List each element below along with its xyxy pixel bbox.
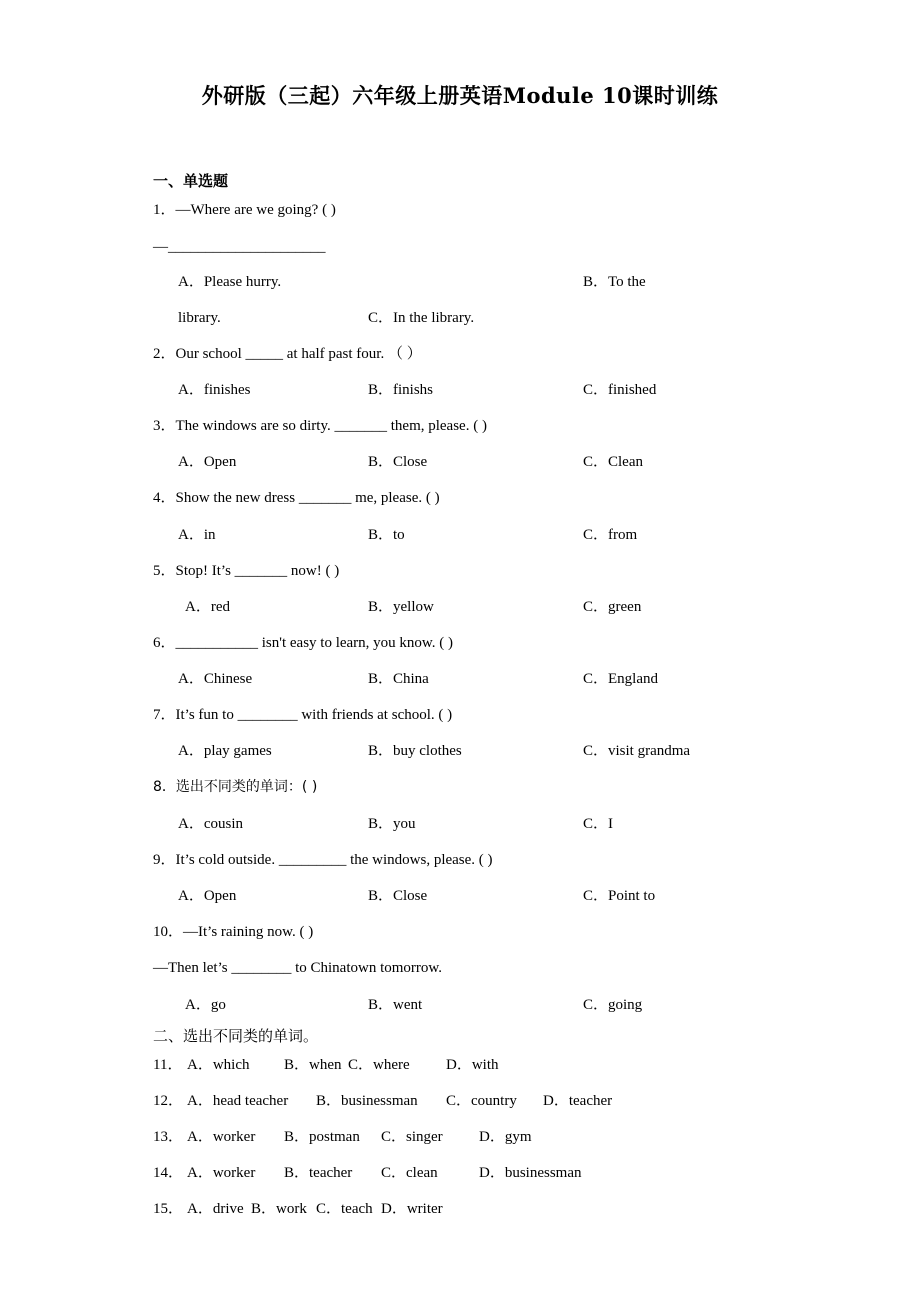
question-12-option-a: A．head teacher — [187, 1093, 289, 1109]
question-13-option-b: B．postman — [284, 1129, 360, 1145]
question-12-option-c: C．country — [446, 1093, 517, 1109]
question-7-option-a: A．play games — [178, 743, 272, 759]
question-15-option-b: B．work — [251, 1201, 307, 1217]
question-9-stem: 9．It’s cold outside. _________ the windows, please. ( ) — [153, 852, 493, 868]
question-7-stem: 7．It’s fun to ________ with friends at school. ( ) — [153, 707, 453, 723]
question-10-stem: 10．—It’s raining now. ( ) — [153, 924, 314, 940]
question-10-option-b: B．went — [368, 997, 423, 1013]
question-1-option-b: B．To the — [583, 274, 646, 290]
question-10-option-a: A．go — [185, 997, 226, 1013]
question-13-number: 13． — [153, 1129, 184, 1145]
question-15-number: 15． — [153, 1201, 184, 1217]
question-6-option-a: A．Chinese — [178, 671, 253, 687]
question-3-option-a: A．Open — [178, 454, 237, 470]
page-title: 外研版（三起）六年级上册英语Module 10课时训练 — [201, 83, 719, 108]
question-1-stem: 1．—Where are we going? ( ) — [153, 202, 336, 218]
question-1-answer-line: —_____________________ — [153, 239, 326, 255]
question-1-option-a: A．Please hurry. — [178, 274, 282, 290]
question-14-option-a: A．worker — [187, 1165, 256, 1181]
question-9-option-a: A．Open — [178, 888, 237, 904]
question-5-option-a: A．red — [185, 599, 230, 615]
question-1-option-c: C．In the library. — [368, 310, 475, 326]
question-8-option-c: C．I — [583, 816, 614, 832]
question-8-stem: 8．选出不同类的单词：( ) — [153, 779, 318, 795]
question-5-option-c: C．green — [583, 599, 642, 615]
question-13-option-d: D．gym — [479, 1129, 532, 1145]
question-11-option-b: B．when — [284, 1057, 342, 1073]
question-13-option-a: A．worker — [187, 1129, 256, 1145]
question-7-option-b: B．buy clothes — [368, 743, 462, 759]
section-heading-multiple-choice: 一、单选题 — [153, 172, 229, 190]
question-6-option-b: B．China — [368, 671, 429, 687]
question-4-option-b: B．to — [368, 527, 405, 543]
question-15-option-a: A．drive — [187, 1201, 244, 1217]
question-2-option-a: A．finishes — [178, 382, 251, 398]
question-14-number: 14． — [153, 1165, 184, 1181]
question-6-stem: 6．___________ isn't easy to learn, you know. ( ) — [153, 635, 454, 651]
question-14-option-d: D．businessman — [479, 1165, 582, 1181]
question-7-option-c: C．visit grandma — [583, 743, 691, 759]
question-11-number: 11． — [153, 1057, 183, 1073]
question-12-option-b: B．businessman — [316, 1093, 418, 1109]
question-8-option-b: B．you — [368, 816, 416, 832]
question-12-number: 12． — [153, 1093, 184, 1109]
question-6-option-c: C．England — [583, 671, 658, 687]
question-2-option-b: B．finishs — [368, 382, 434, 398]
question-14-option-b: B．teacher — [284, 1165, 353, 1181]
question-9-option-c: C．Point to — [583, 888, 656, 904]
question-12-option-d: D．teacher — [543, 1093, 613, 1109]
question-5-stem: 5．Stop! It’s _______ now! ( ) — [153, 563, 340, 579]
question-5-option-b: B．yellow — [368, 599, 434, 615]
question-2-stem: 2．Our school _____ at half past four. （ ） — [153, 346, 422, 362]
question-3-option-b: B．Close — [368, 454, 428, 470]
question-3-option-c: C．Clean — [583, 454, 643, 470]
question-10-option-c: C．going — [583, 997, 643, 1013]
question-15-option-d: D．writer — [381, 1201, 443, 1217]
question-10-answer-line: —Then let’s ________ to Chinatown tomorrow. — [153, 960, 442, 976]
question-11-option-a: A．which — [187, 1057, 250, 1073]
question-4-option-a: A．in — [178, 527, 216, 543]
question-11-option-d: D．with — [446, 1057, 499, 1073]
question-8-option-a: A．cousin — [178, 816, 243, 832]
question-14-option-c: C．clean — [381, 1165, 438, 1181]
question-9-option-b: B．Close — [368, 888, 428, 904]
question-15-option-c: C．teach — [316, 1201, 373, 1217]
question-2-option-c: C．finished — [583, 382, 657, 398]
section-heading-odd-one-out: 二、选出不同类的单词。 — [153, 1027, 319, 1045]
question-3-stem: 3．The windows are so dirty. _______ them, please. ( ) — [153, 418, 487, 434]
question-4-option-c: C．from — [583, 527, 638, 543]
question-1-option-b-continued: library. — [178, 310, 221, 326]
question-13-option-c: C．singer — [381, 1129, 443, 1145]
question-4-stem: 4．Show the new dress _______ me, please. ( ) — [153, 490, 440, 506]
question-11-option-c: C．where — [348, 1057, 410, 1073]
